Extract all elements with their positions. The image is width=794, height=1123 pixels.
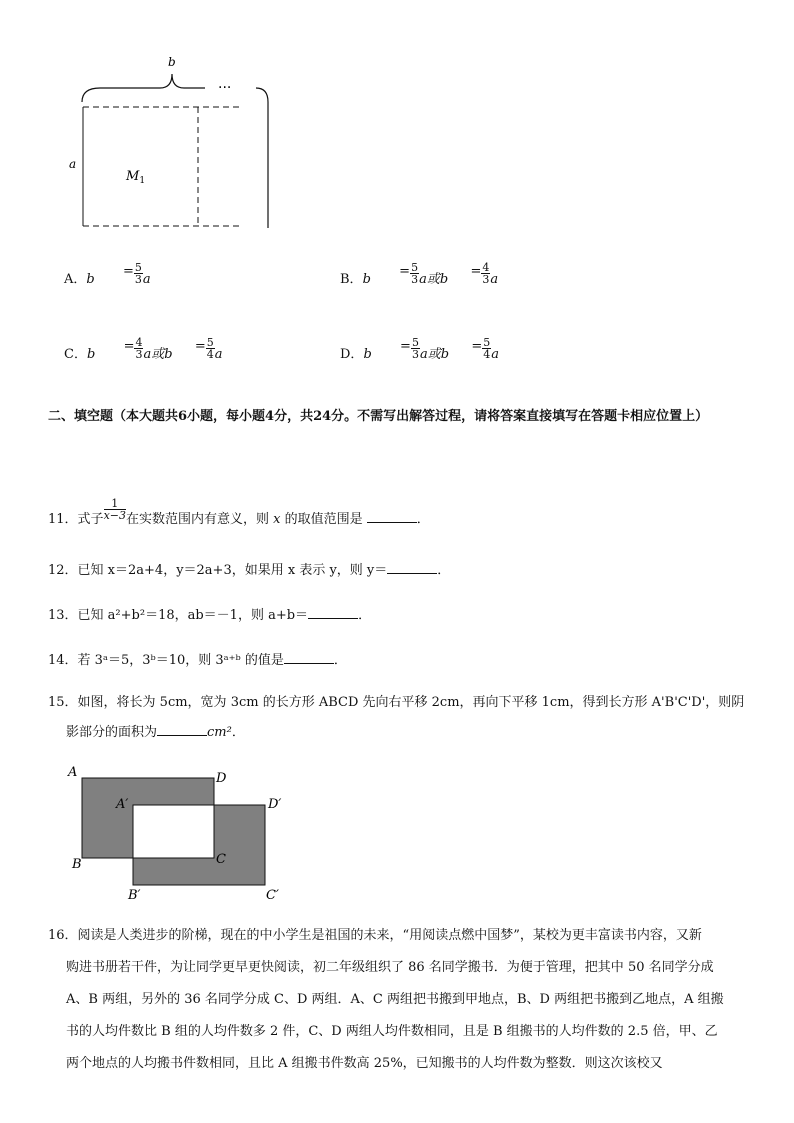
label-A-prime: A′ — [116, 797, 129, 812]
ellipsis: ··· — [218, 80, 232, 96]
answer-blank-12[interactable] — [387, 573, 437, 574]
question-12: 12．已知 x＝2a+4，y＝2a+3，如果用 x 表示 y，则 y＝ ． — [48, 563, 451, 578]
question-15: 15．如图，将长为 5cm，宽为 3cm 的长方形 ABCD 先向右平移 2cm，再向下平移 1cm，得到长方形 A'B'C'D'，则阴 影部分的面积为 cm²． — [48, 695, 745, 740]
answer-blank-15[interactable] — [157, 735, 207, 736]
option-a[interactable]: A．b = $\frac{5}{3}$ a — [64, 261, 151, 287]
question-16: 16．阅读是人类进步的阶梯，现在的中小学生是祖国的未来，“用阅读点燃中国梦”，某校为更丰富读书内容，又新 购进书册若干件，为让同学更早更快阅读，初二年级组织了 86 名同学搬书．为便于管理，把其中 50 名同学分成 A、B 两组，另外的 36 名同学分成 C、D 两组．A、C 两组把书搬到甲地点，B、D 两组把书搬到乙地点，A 组搬 书的人均件数比 B 组的人均件数多 2 件，C、D 两组人均件数相同，且是 B 组搬书的人均件数的 2.5 倍，甲、乙 两个地点的人均搬书件数相同，且比 A 组搬书件数高 25%，已知搬书的人均件数为整数．则这次该校又 — [48, 928, 724, 1071]
answer-blank-14[interactable] — [284, 663, 334, 664]
label-D: D — [216, 771, 227, 786]
overlap-region — [133, 805, 214, 858]
label-B-prime: B′ — [128, 888, 141, 902]
section-title-fill-in: 二、填空题（本大题共6小题，每小题4分，共24分。不需写出解答过程，请将答案直接填写在答题卡相应位置上） — [48, 409, 709, 424]
figure-rectangle-strip — [60, 50, 290, 235]
option-c[interactable]: C．b = $\frac{4}{3}$ a或b = $\frac{5}{4}$ a — [64, 336, 223, 362]
answer-blank-13[interactable] — [308, 618, 358, 619]
option-d[interactable]: D．b = $\frac{5}{3}$ a或b = $\frac{5}{4}$ a — [340, 336, 499, 362]
side-a-label: a — [69, 157, 77, 171]
label-D-prime: D′ — [268, 797, 282, 812]
option-b[interactable]: B．b = $\frac{5}{3}$ a或b = $\frac{4}{3}$ a — [340, 261, 499, 287]
question-11: 11．式子 $\frac{1}{x-3}$ 在实数范围内有意义，则 x 的取值范围是 ． — [48, 497, 430, 527]
brace-right — [256, 88, 268, 102]
brace-b-label: b — [168, 55, 176, 69]
label-C: C — [216, 852, 226, 867]
label-B: B — [72, 857, 82, 872]
answer-blank-11[interactable] — [367, 522, 417, 523]
label-C-prime: C′ — [266, 888, 279, 902]
region-M-label: $M_1$ — [126, 169, 146, 186]
question-14: 14．若 3ᵃ＝5，3ᵇ＝10，则 3ᵃ⁺ᵇ 的值是 ． — [48, 653, 347, 668]
figure-translated-rectangles — [60, 762, 300, 902]
question-13: 13．已知 a²+b²＝18，ab＝－1，则 a+b＝ ． — [48, 608, 372, 623]
label-A: A — [68, 765, 78, 780]
brace-b — [82, 74, 205, 102]
